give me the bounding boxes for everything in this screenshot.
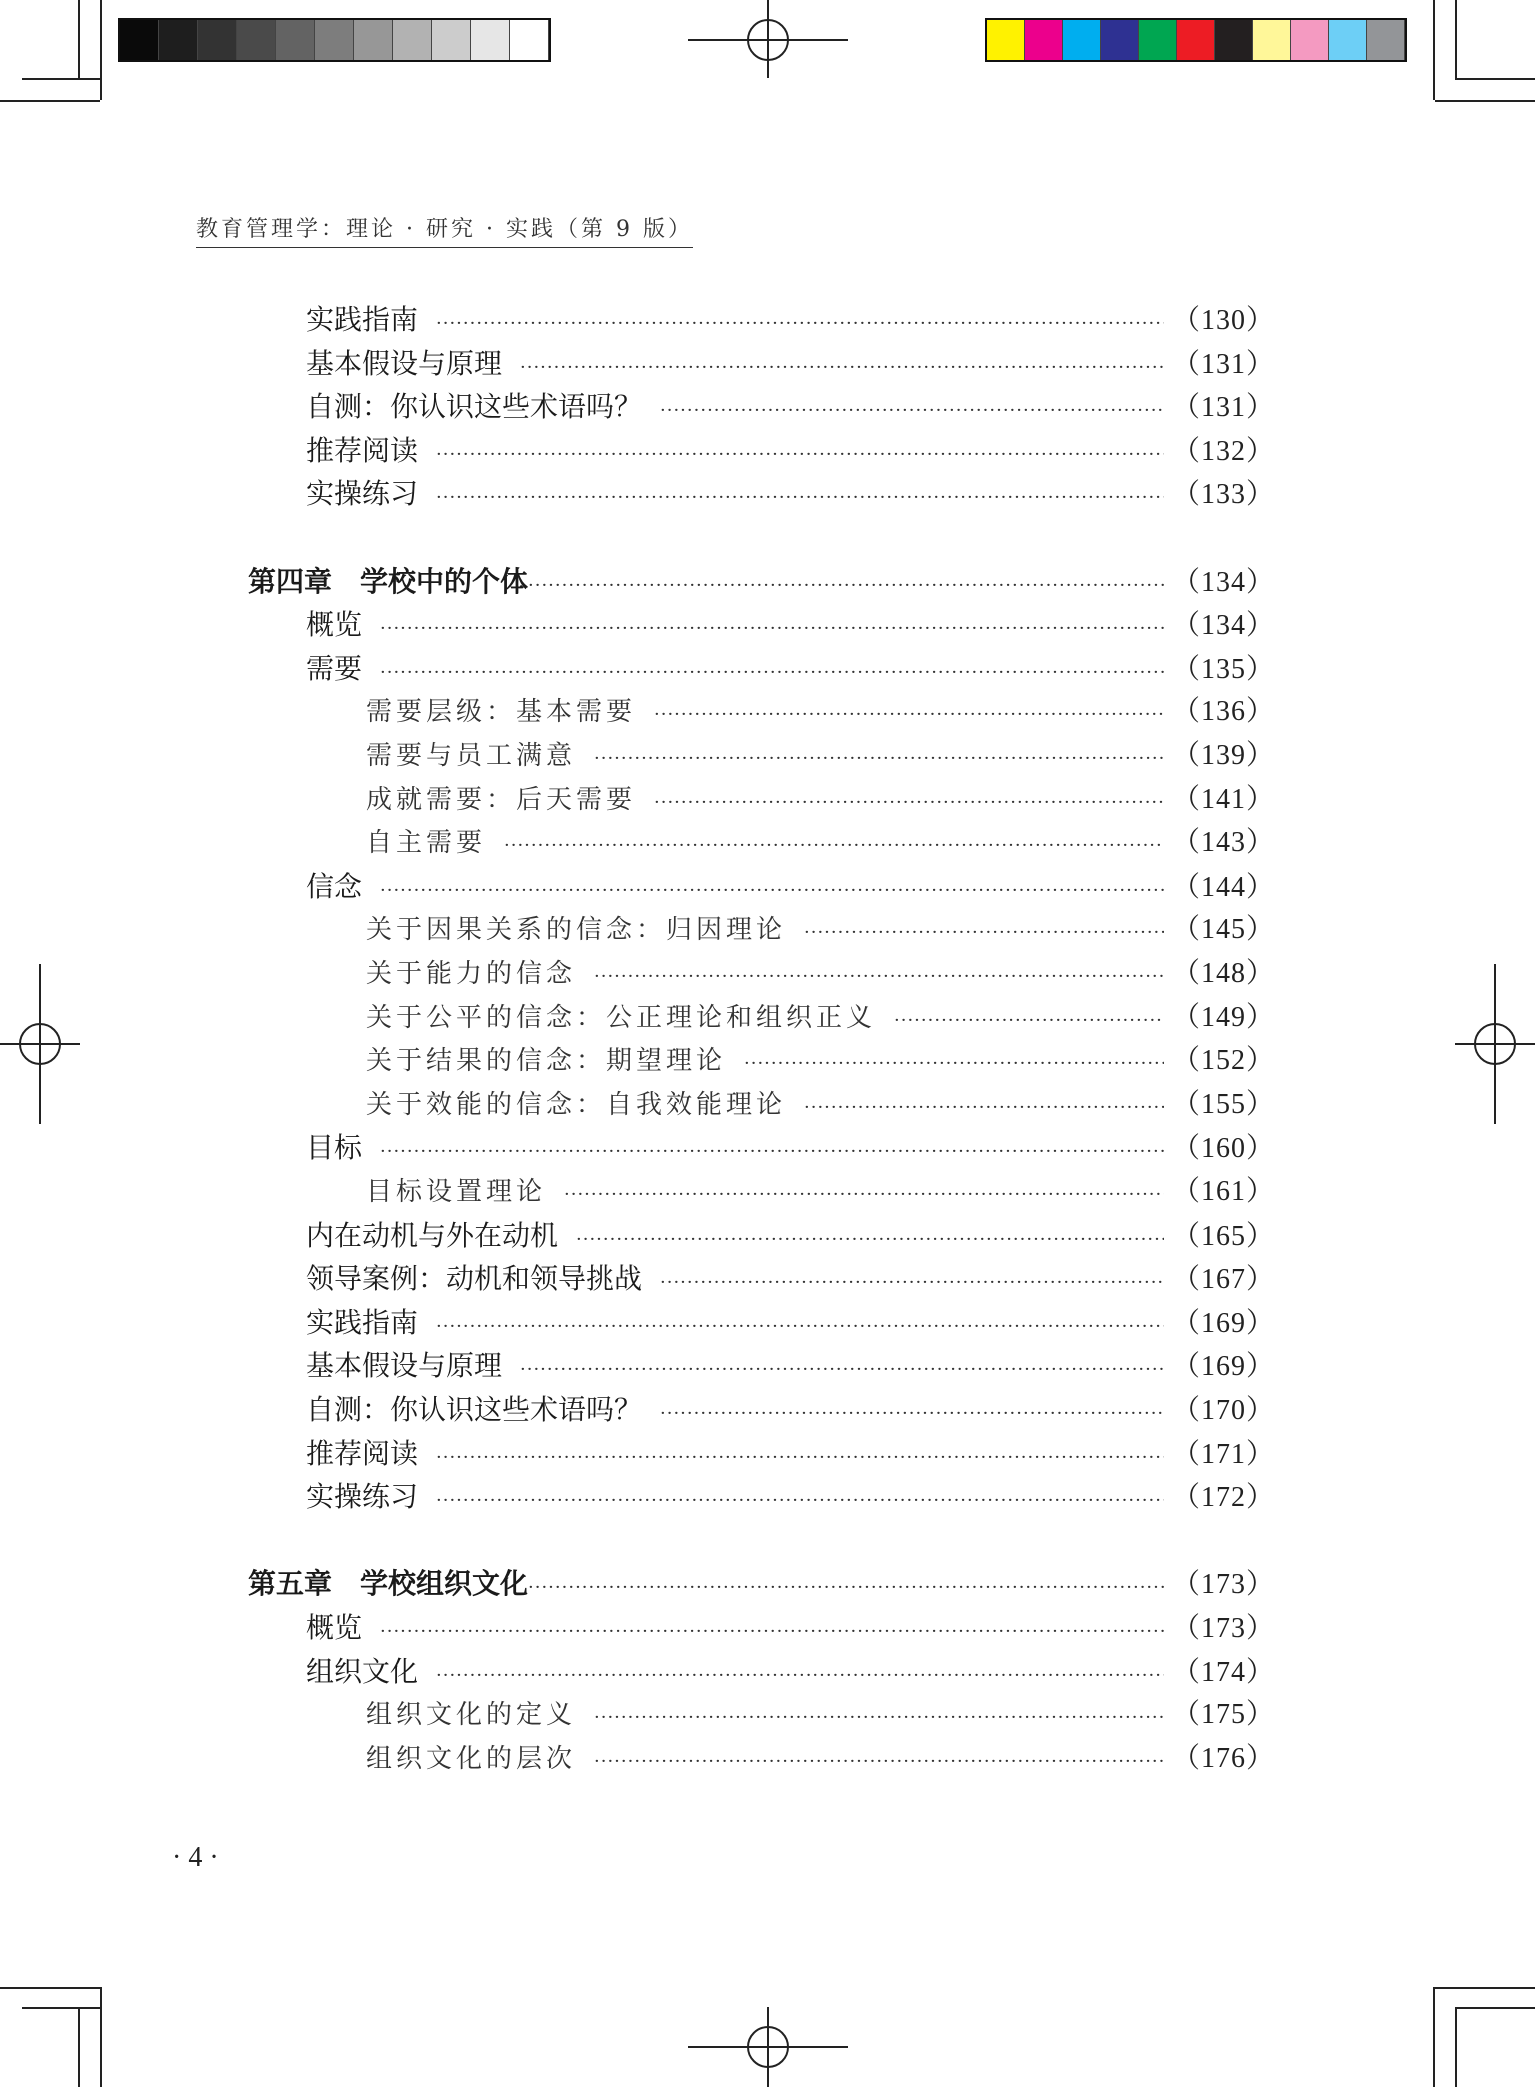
toc-entry-title: 需要 xyxy=(306,651,363,685)
toc-entry-title: 实操练习 xyxy=(306,1480,419,1514)
toc-subsection-row[interactable] xyxy=(366,996,1275,1040)
color-swatch xyxy=(1367,20,1405,60)
registration-mark-left-icon xyxy=(0,964,80,1124)
toc-section-row[interactable] xyxy=(306,1214,1275,1258)
crop-mark xyxy=(100,0,102,100)
toc-entry-page: （131） xyxy=(1171,348,1275,380)
toc-section-row[interactable] xyxy=(306,342,1275,386)
color-swatch xyxy=(1253,20,1291,60)
toc-entry-title: 实践指南 xyxy=(306,1305,419,1339)
toc-entry-title: 成就需要：后天需要 xyxy=(366,784,637,815)
toc-entry-page: （134） xyxy=(1171,566,1275,598)
color-swatch xyxy=(1139,20,1177,60)
gray-swatch xyxy=(432,20,471,60)
toc-entry-page: （161） xyxy=(1171,1176,1275,1207)
toc-subsection-row[interactable] xyxy=(366,690,1275,734)
toc-entry-title: 推荐阅读 xyxy=(306,1436,419,1470)
gray-swatch xyxy=(237,20,276,60)
toc-entry-title: 概览 xyxy=(306,608,363,642)
toc-subsection-row[interactable] xyxy=(366,821,1275,865)
toc-entry-title: 关于公平的信念：公正理论和组织正义 xyxy=(366,1002,877,1033)
toc-entry-page: （133） xyxy=(1171,479,1275,511)
toc-entry-page: （155） xyxy=(1171,1088,1275,1120)
toc-entry-page: （169） xyxy=(1171,1307,1275,1339)
toc-entry-page: （139） xyxy=(1171,740,1275,771)
dot-leader xyxy=(436,1305,1164,1349)
toc-entry-page: （135） xyxy=(1171,653,1275,685)
dot-leader xyxy=(804,1086,1164,1130)
toc-entry-title: 关于结果的信念：期望理论 xyxy=(366,1046,727,1077)
dot-leader xyxy=(436,1479,1164,1523)
dot-leader xyxy=(576,1218,1164,1262)
dot-leader xyxy=(436,476,1164,520)
toc-section-row[interactable] xyxy=(306,1388,1275,1432)
toc-subsection-row[interactable] xyxy=(366,734,1275,778)
gray-swatch xyxy=(276,20,315,60)
toc-entry-title: 目标设置理论 xyxy=(366,1177,547,1207)
color-swatch xyxy=(987,20,1025,60)
dot-leader xyxy=(520,346,1164,390)
crop-mark xyxy=(1455,2007,1457,2087)
toc-section-row[interactable] xyxy=(306,1301,1275,1345)
gray-swatch xyxy=(471,20,510,60)
toc-entry-title: 关于效能的信念：自我效能理论 xyxy=(366,1089,787,1120)
dot-leader xyxy=(380,1130,1164,1174)
toc-entry-page: （174） xyxy=(1171,1656,1275,1688)
crop-mark xyxy=(1433,1987,1435,2087)
running-header: 教育管理学：理论 · 研究 · 实践（第 9 版） xyxy=(196,212,693,248)
crop-mark xyxy=(1455,0,1457,80)
crop-mark xyxy=(22,2007,102,2009)
crop-mark xyxy=(100,1987,102,2087)
dot-leader xyxy=(660,389,1164,433)
toc-entry-page: （165） xyxy=(1171,1220,1275,1252)
toc-entry-title: 自测：你认识这些术语吗？ xyxy=(306,1393,643,1426)
toc-entry-page: （149） xyxy=(1171,1001,1275,1033)
toc-section-row[interactable] xyxy=(306,1475,1275,1519)
toc-section-row[interactable] xyxy=(306,1344,1275,1388)
toc-section-row[interactable] xyxy=(306,1650,1275,1694)
toc-entry-page: （176） xyxy=(1171,1742,1275,1774)
crop-mark xyxy=(78,0,80,80)
toc-subsection-row[interactable] xyxy=(366,1737,1275,1781)
toc-subsection-row[interactable] xyxy=(366,1693,1275,1737)
dot-leader xyxy=(894,999,1164,1043)
dot-leader xyxy=(528,564,1164,608)
dot-leader xyxy=(654,781,1164,825)
toc-entry-title: 基本假设与原理 xyxy=(306,346,503,380)
toc-entry-title: 需要层级：基本需要 xyxy=(366,697,637,728)
toc-entry-page: （145） xyxy=(1171,914,1275,946)
toc-entry-title: 领导案例：动机和领导挑战 xyxy=(306,1262,643,1296)
gray-swatch xyxy=(315,20,354,60)
toc-entry-title: 关于因果关系的信念：归因理论 xyxy=(366,915,787,946)
toc-entry-title: 信念 xyxy=(306,869,363,903)
toc-section-row[interactable] xyxy=(306,1606,1275,1650)
toc-chapter-row[interactable] xyxy=(248,560,1275,604)
toc-entry-title: 内在动机与外在动机 xyxy=(306,1218,559,1252)
color-swatch xyxy=(1101,20,1139,60)
gray-swatch xyxy=(159,20,198,60)
toc-entry-page: （148） xyxy=(1171,958,1275,989)
dot-leader xyxy=(594,1740,1164,1784)
crop-mark xyxy=(1455,2007,1535,2009)
toc-entry-title: 推荐阅读 xyxy=(306,433,419,467)
toc-entry-page: （170） xyxy=(1171,1395,1275,1426)
dot-leader xyxy=(654,693,1164,737)
toc-section-row[interactable] xyxy=(306,429,1275,473)
crop-mark xyxy=(78,2007,80,2087)
toc-entry-title: 自测：你认识这些术语吗？ xyxy=(306,390,643,424)
crop-mark xyxy=(1433,0,1435,100)
toc-entry-page: （131） xyxy=(1171,392,1275,424)
toc-entry-title: 基本假设与原理 xyxy=(306,1349,503,1383)
color-swatch xyxy=(1177,20,1215,60)
dot-leader xyxy=(436,1436,1164,1480)
toc-entry-page: （136） xyxy=(1171,696,1275,728)
toc-subsection-row[interactable] xyxy=(366,778,1275,822)
toc-section-row[interactable] xyxy=(306,472,1275,516)
dot-leader xyxy=(436,302,1164,346)
toc-entry-page: （143） xyxy=(1171,827,1275,859)
toc-entry-page: （169） xyxy=(1171,1351,1275,1383)
dot-leader xyxy=(528,1566,1164,1610)
registration-mark-right-icon xyxy=(1455,964,1535,1124)
toc-entry-page: （171） xyxy=(1171,1438,1275,1470)
toc-section-row[interactable] xyxy=(306,1126,1275,1170)
toc-entry-page: （167） xyxy=(1171,1264,1275,1296)
dot-leader xyxy=(744,1042,1164,1086)
dot-leader xyxy=(380,869,1164,913)
color-swatch xyxy=(1215,20,1253,60)
toc-subsection-row[interactable] xyxy=(366,1170,1275,1214)
toc-section-row[interactable] xyxy=(306,1432,1275,1476)
color-swatch xyxy=(1329,20,1367,60)
dot-leader xyxy=(594,1696,1164,1740)
dot-leader xyxy=(804,911,1164,955)
toc-entry-title: 概览 xyxy=(306,1611,363,1644)
dot-leader xyxy=(660,1261,1164,1305)
gray-swatch xyxy=(393,20,432,60)
dot-leader xyxy=(380,607,1164,651)
dot-leader xyxy=(564,1173,1164,1217)
toc-section-row[interactable] xyxy=(306,385,1275,429)
toc-subsection-row[interactable] xyxy=(366,1039,1275,1083)
toc-chapter-row[interactable] xyxy=(248,1562,1275,1606)
toc-entry-page: （172） xyxy=(1171,1482,1275,1514)
toc-entry-title: 第四章 学校中的个体 xyxy=(248,564,529,598)
grayscale-bar xyxy=(118,18,551,62)
registration-mark-bottom-icon xyxy=(688,2007,848,2087)
toc-entry-page: （141） xyxy=(1171,783,1275,815)
toc-entry-title: 实操练习 xyxy=(306,477,419,511)
dot-leader xyxy=(380,1610,1164,1654)
dot-leader xyxy=(594,737,1164,781)
toc-entry-page: （175） xyxy=(1171,1699,1275,1731)
toc-entry-page: （173） xyxy=(1171,1569,1275,1601)
toc-entry-title: 组织文化的定义 xyxy=(366,1700,577,1731)
toc-entry-title: 实践指南 xyxy=(306,303,419,336)
gray-swatch xyxy=(198,20,237,60)
toc-section-row[interactable] xyxy=(306,1257,1275,1301)
registration-mark-top-icon xyxy=(688,0,848,80)
toc-entry-title: 组织文化 xyxy=(306,1654,419,1688)
dot-leader xyxy=(520,1348,1164,1392)
toc-entry-page: （152） xyxy=(1171,1045,1275,1077)
gray-swatch xyxy=(510,20,549,60)
crop-mark xyxy=(22,78,102,80)
toc-subsection-row[interactable] xyxy=(366,908,1275,952)
color-bar xyxy=(985,18,1407,62)
toc-entry-page: （132） xyxy=(1171,435,1275,467)
toc-section-row[interactable] xyxy=(306,603,1275,647)
dot-leader xyxy=(436,1654,1164,1698)
crop-mark xyxy=(0,100,100,102)
toc-entry-page: （144） xyxy=(1171,871,1275,903)
dot-leader xyxy=(660,1392,1164,1436)
toc-subsection-row[interactable] xyxy=(366,952,1275,996)
toc-entry-title: 组织文化的层次 xyxy=(366,1743,577,1774)
gray-swatch xyxy=(354,20,393,60)
color-swatch xyxy=(1291,20,1329,60)
toc-entry-title: 自主需要 xyxy=(366,828,487,859)
color-swatch xyxy=(1063,20,1101,60)
color-swatch xyxy=(1025,20,1063,60)
dot-leader xyxy=(504,824,1164,868)
toc-entry-title: 第五章 学校组织文化 xyxy=(248,1567,529,1601)
toc-section-row[interactable] xyxy=(306,298,1275,342)
dot-leader xyxy=(436,433,1164,477)
toc-entry-page: （134） xyxy=(1171,610,1275,642)
dot-leader xyxy=(380,651,1164,695)
gray-swatch xyxy=(120,20,159,60)
crop-mark xyxy=(0,1987,100,1989)
page-number: · 4 · xyxy=(172,1842,219,1873)
toc-section-row[interactable] xyxy=(306,865,1275,909)
toc-entry-title: 需要与员工满意 xyxy=(366,741,577,771)
crop-mark xyxy=(1455,78,1535,80)
toc-entry-page: （130） xyxy=(1171,305,1275,336)
crop-mark xyxy=(1435,1987,1535,1989)
toc-subsection-row[interactable] xyxy=(366,1083,1275,1127)
toc-section-row[interactable] xyxy=(306,647,1275,691)
toc-entry-title: 目标 xyxy=(306,1131,363,1165)
toc-entry-page: （160） xyxy=(1171,1133,1275,1165)
toc-entry-title: 关于能力的信念 xyxy=(366,959,577,989)
dot-leader xyxy=(594,955,1164,999)
crop-mark xyxy=(1435,100,1535,102)
toc-entry-page: （173） xyxy=(1171,1613,1275,1644)
